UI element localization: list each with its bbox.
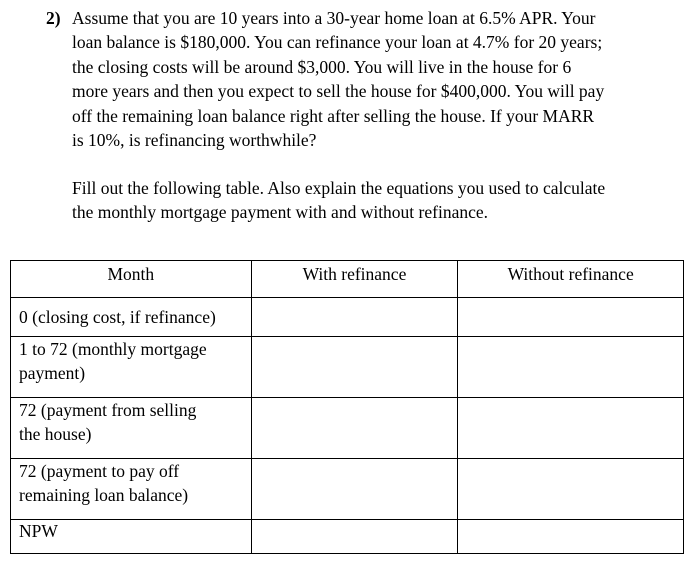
instructions-text-line: Fill out the following table. Also explain the equations you used to calculate: [72, 178, 606, 198]
row-label-npw: [11, 520, 252, 554]
answer-table: [10, 260, 684, 554]
row-label-monthly-payment: [11, 337, 252, 398]
row-label-line: 1 to 72 (monthly mortgage: [19, 339, 207, 359]
cell-with-refinance[interactable]: [251, 459, 458, 520]
table-row: [11, 459, 684, 520]
cell-without-refinance[interactable]: [458, 337, 684, 398]
cell-without-refinance[interactable]: [458, 298, 684, 337]
header-month: Month: [11, 261, 252, 298]
table-row: [11, 398, 684, 459]
question-text-line: off the remaining loan balance right after selling the house. If your MARR: [72, 105, 595, 126]
instructions-block: [72, 176, 692, 225]
question-text-line: the closing costs will be around $3,000. You will live in the house for 6: [72, 56, 572, 77]
cell-without-refinance[interactable]: [458, 520, 684, 554]
cell-without-refinance[interactable]: [458, 398, 684, 459]
question-text-line: loan balance is $180,000. You can refinance your loan at 4.7% for 20 years;: [72, 32, 603, 53]
cell-with-refinance[interactable]: [251, 337, 458, 398]
row-label-line: the house): [19, 423, 92, 444]
row-label-line: 72 (payment from selling: [19, 400, 197, 420]
table-row: [11, 298, 684, 337]
table-header-row: [11, 261, 684, 298]
cell-with-refinance[interactable]: [251, 520, 458, 554]
row-label-loan-payoff: [11, 459, 252, 520]
cell-with-refinance[interactable]: [251, 398, 458, 459]
table-row: [11, 337, 684, 398]
row-label-selling-house: [11, 398, 252, 459]
question-text-line: is 10%, is refinancing worthwhile?: [72, 130, 317, 150]
row-label-closing-cost: [11, 298, 252, 337]
instructions-text-line: the monthly mortgage payment with and without refinance.: [72, 202, 489, 223]
cell-without-refinance[interactable]: [458, 459, 684, 520]
row-label-line: 0 (closing cost, if refinance): [19, 307, 216, 328]
question-number: 2): [46, 8, 61, 28]
question-text-line: more years and then you expect to sell the house for $400,000. You will pay: [72, 81, 605, 102]
row-label-line: remaining loan balance): [19, 484, 189, 505]
question-text-line: Assume that you are 10 years into a 30-year home loan at 6.5% APR. Your: [72, 8, 596, 28]
table-row: [11, 520, 684, 554]
header-without-refinance: Without refinance: [458, 261, 684, 298]
row-label-line: payment): [19, 362, 86, 383]
row-label-line: 72 (payment to pay off: [19, 461, 180, 481]
cell-with-refinance[interactable]: [251, 298, 458, 337]
row-label-line: NPW: [19, 521, 58, 541]
header-with-refinance: With refinance: [251, 261, 458, 298]
